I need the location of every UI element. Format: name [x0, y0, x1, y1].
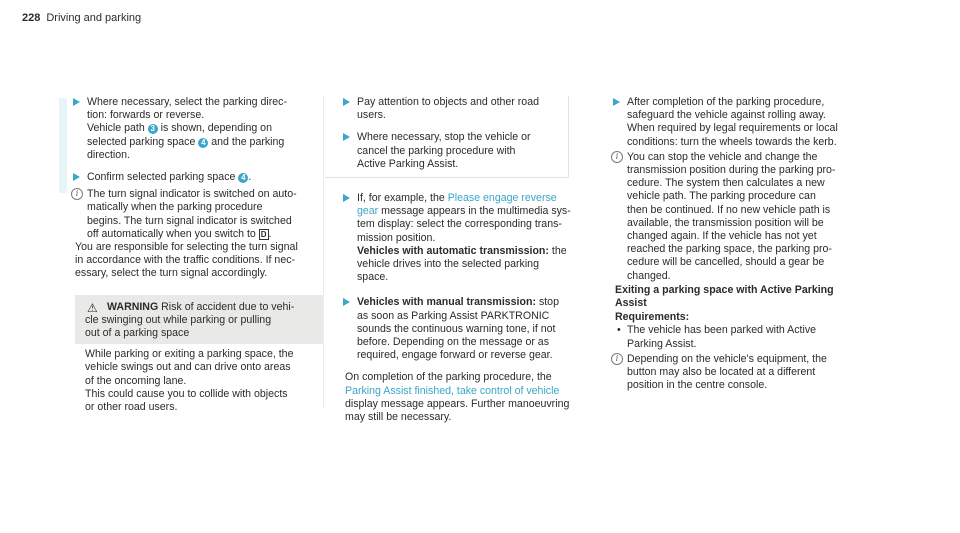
- warning-box: [75, 295, 323, 415]
- requirement-item: • The vehicle has been parked with Active Parking Assist.: [595, 324, 863, 350]
- step-stop-vehicle: Where necessary, stop the vehicle or cancel the parking procedure with Active Parking Assist.: [325, 131, 568, 171]
- column-3: [595, 96, 863, 392]
- number-4-icon: 4: [198, 138, 208, 148]
- info-note: i You can stop the vehicle and change the transmission position during the parking pro- cedure. The system then calculates a new vehicle path. The parking procedure can then be continued. If no new vehicle path is available, the transmission position will be changed again. If the vehicle has not yet reached the parking space, the parking pro- cedure will be cancelled, should a gear be changed.: [595, 151, 863, 283]
- column-1: [55, 96, 323, 414]
- message-link: Please engage reverse: [447, 192, 557, 205]
- warning-body: While parking or exiting a parking space, the vehicle swings out and can drive onto areas of the oncoming lane. This could cause you to collide with objects or other road users.: [85, 348, 294, 414]
- number-3-icon: 3: [148, 124, 158, 134]
- step-arrow-icon: [343, 298, 350, 306]
- info-note: i Depending on the vehicle's equipment, the button may also be located at a different position in the centre console.: [595, 353, 863, 393]
- page-number: 228: [22, 12, 41, 24]
- step-select-direction: Where necessary, select the parking direc- tion: forwards or reverse. Vehicle path 3 is shown, depending on selected parking space 4 and the parking direction.: [55, 96, 323, 162]
- step-manual: Vehicles with manual transmission: stop as soon as Parking Assist PARKTRONIC sounds the continuous warning tone, if not before. Depending on the message or as required, engage forward or reverse gear.: [325, 296, 593, 362]
- info-icon: i: [71, 188, 83, 200]
- info-note: i The turn signal indicator is switched on auto- matically when the parking procedure begins. The turn signal indicator is switched off automatically when you switch to D .: [55, 188, 323, 241]
- message-link: gear: [357, 205, 379, 218]
- step-safeguard: After completion of the parking procedure, safeguard the vehicle against rolling away. When required by legal requirements or local conditions: turn the wheels towards the kerb.: [595, 96, 863, 149]
- page-header: [22, 12, 141, 25]
- info-icon: i: [611, 353, 623, 365]
- step-arrow-icon: [343, 133, 350, 141]
- warning-header: ⚠ WARNING Risk of accident due to vehi- cle swinging out while parking or pulling out of a parking space: [75, 295, 323, 345]
- paragraph: On completion of the parking procedure, the Parking Assist finished, take control of vehicle display message appears. Further manoeuvring may still be necessary.: [325, 371, 593, 424]
- step-arrow-icon: [73, 98, 80, 106]
- gear-d-icon: D: [260, 229, 267, 239]
- step-reverse-gear: If, for example, the Please engage reverse gear message appears in the multimedia sys- tem display: select the corresponding trans- mission position. Vehicles with automatic transmission: the vehicle drives into the selected parking space.: [325, 192, 593, 284]
- info-icon: i: [611, 151, 623, 163]
- step-arrow-icon: [613, 98, 620, 106]
- column-divider: [323, 96, 324, 408]
- step-arrow-icon: [343, 98, 350, 106]
- warning-icon: ⚠: [87, 300, 98, 315]
- step-attention: Pay attention to objects and other road users.: [325, 96, 568, 122]
- step-confirm: Confirm selected parking space 4 .: [55, 171, 323, 184]
- paragraph: You are responsible for selecting the turn signal in accordance with the traffic conditions. If nec- essary, select the turn signal accordingly.: [75, 241, 298, 280]
- message-link: Parking Assist finished, take control of vehicle: [345, 384, 560, 397]
- step-group: [325, 96, 569, 178]
- step-arrow-icon: [73, 173, 80, 181]
- step-arrow-icon: [343, 194, 350, 202]
- column-2: [325, 96, 593, 424]
- section-heading: Exiting a parking space with Active Parking Assist: [615, 283, 834, 310]
- requirements-label: Requirements:: [615, 311, 690, 324]
- number-4-icon: 4: [238, 173, 248, 183]
- section-title: Driving and parking: [46, 12, 142, 24]
